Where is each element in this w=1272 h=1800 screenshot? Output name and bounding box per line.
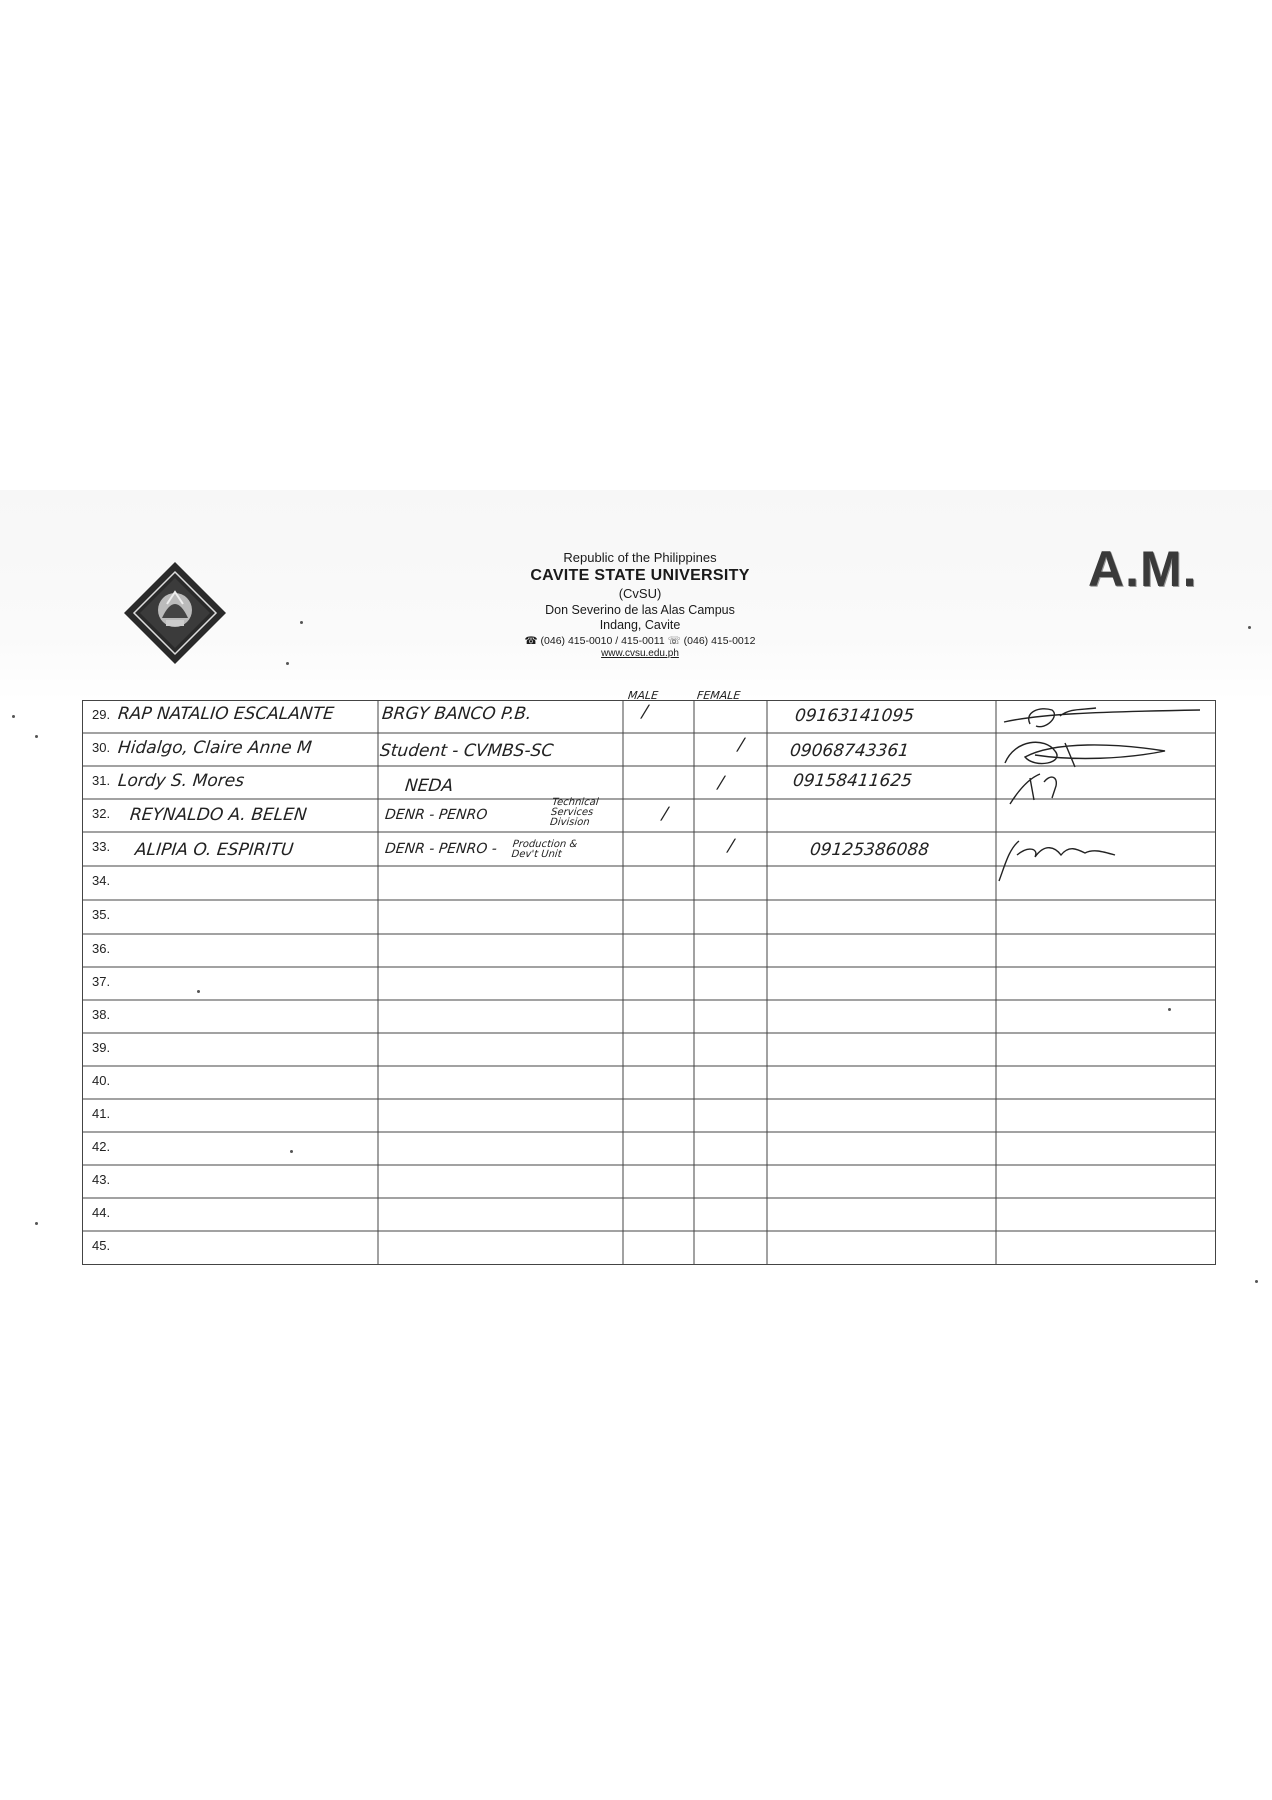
female-column-header: FEMALE bbox=[696, 689, 742, 702]
row-number: 34. bbox=[92, 873, 111, 888]
attendee-name: RAP NATALIO ESCALANTE bbox=[116, 704, 335, 724]
scan-speck bbox=[1168, 1008, 1171, 1011]
attendee-office: BRGY BANCO P.B. bbox=[380, 704, 533, 724]
scan-speck bbox=[12, 715, 15, 718]
scan-speck bbox=[1255, 1280, 1258, 1283]
attendee-office: NEDA bbox=[403, 776, 455, 796]
row-number: 44. bbox=[92, 1205, 111, 1220]
attendee-contact: 09068743361 bbox=[788, 741, 911, 761]
row-number: 38. bbox=[92, 1007, 111, 1022]
signature-row-31 bbox=[1000, 768, 1110, 808]
signature-row-30 bbox=[995, 733, 1175, 773]
row-number: 29. bbox=[92, 707, 111, 722]
attendee-name: Hidalgo, Claire Anne M bbox=[116, 738, 313, 758]
university-seal-icon bbox=[122, 560, 228, 666]
campus-line: Don Severino de las Alas Campus bbox=[545, 602, 735, 617]
location-line: Indang, Cavite bbox=[599, 618, 681, 633]
scan-speck bbox=[300, 621, 303, 624]
row-number: 43. bbox=[92, 1172, 111, 1187]
row-number: 30. bbox=[92, 740, 111, 755]
row-number: 31. bbox=[92, 773, 111, 788]
attendee-name: Lordy S. Mores bbox=[116, 771, 246, 791]
female-check-mark: / bbox=[716, 773, 725, 793]
attendee-office-note: Production & Dev't Unit bbox=[510, 839, 578, 860]
scan-speck bbox=[1248, 626, 1251, 629]
scan-speck bbox=[197, 990, 200, 993]
signature-row-33 bbox=[995, 835, 1125, 885]
website-link[interactable]: www.cvsu.edu.ph bbox=[601, 647, 679, 659]
attendee-name: REYNALDO A. BELEN bbox=[128, 805, 308, 825]
attendee-contact: 09163141095 bbox=[793, 706, 916, 726]
scan-speck bbox=[286, 662, 289, 665]
session-mark: A.M. bbox=[1088, 541, 1198, 597]
attendee-contact: 09158411625 bbox=[791, 771, 914, 791]
male-check-mark: / bbox=[660, 804, 669, 824]
attendee-office: DENR - PENRO bbox=[384, 807, 489, 823]
university-abbrev: (CvSU) bbox=[618, 586, 662, 602]
row-number: 39. bbox=[92, 1040, 111, 1055]
row-number: 41. bbox=[92, 1106, 111, 1121]
row-number: 40. bbox=[92, 1073, 111, 1088]
scan-speck bbox=[290, 1150, 293, 1153]
female-check-mark: / bbox=[726, 836, 735, 856]
row-number: 42. bbox=[92, 1139, 111, 1154]
republic-line: Republic of the Philippines bbox=[563, 550, 717, 565]
female-check-mark: / bbox=[736, 735, 745, 755]
male-column-header: MALE bbox=[627, 689, 659, 702]
row-number: 35. bbox=[92, 907, 111, 922]
university-name: CAVITE STATE UNIVERSITY bbox=[530, 567, 750, 585]
contact-line: ☎ (046) 415-0010 / 415-0011 ☏ (046) 415-0012 bbox=[524, 634, 756, 647]
row-number: 37. bbox=[92, 974, 111, 989]
row-number: 45. bbox=[92, 1238, 111, 1253]
attendee-office: DENR - PENRO - bbox=[384, 841, 498, 857]
signature-row-29 bbox=[1000, 700, 1210, 736]
row-number: 32. bbox=[92, 806, 111, 821]
attendee-office-note: Technical Services Division bbox=[549, 797, 600, 828]
attendee-contact: 09125386088 bbox=[808, 840, 931, 860]
attendee-name: ALIPIA O. ESPIRITU bbox=[133, 840, 295, 860]
scan-speck bbox=[35, 1222, 38, 1225]
row-number: 33. bbox=[92, 839, 111, 854]
scan-speck bbox=[35, 735, 38, 738]
row-number: 36. bbox=[92, 941, 111, 956]
attendee-office: Student - CVMBS-SC bbox=[378, 741, 555, 761]
letterhead bbox=[420, 550, 860, 660]
male-check-mark: / bbox=[640, 702, 649, 722]
